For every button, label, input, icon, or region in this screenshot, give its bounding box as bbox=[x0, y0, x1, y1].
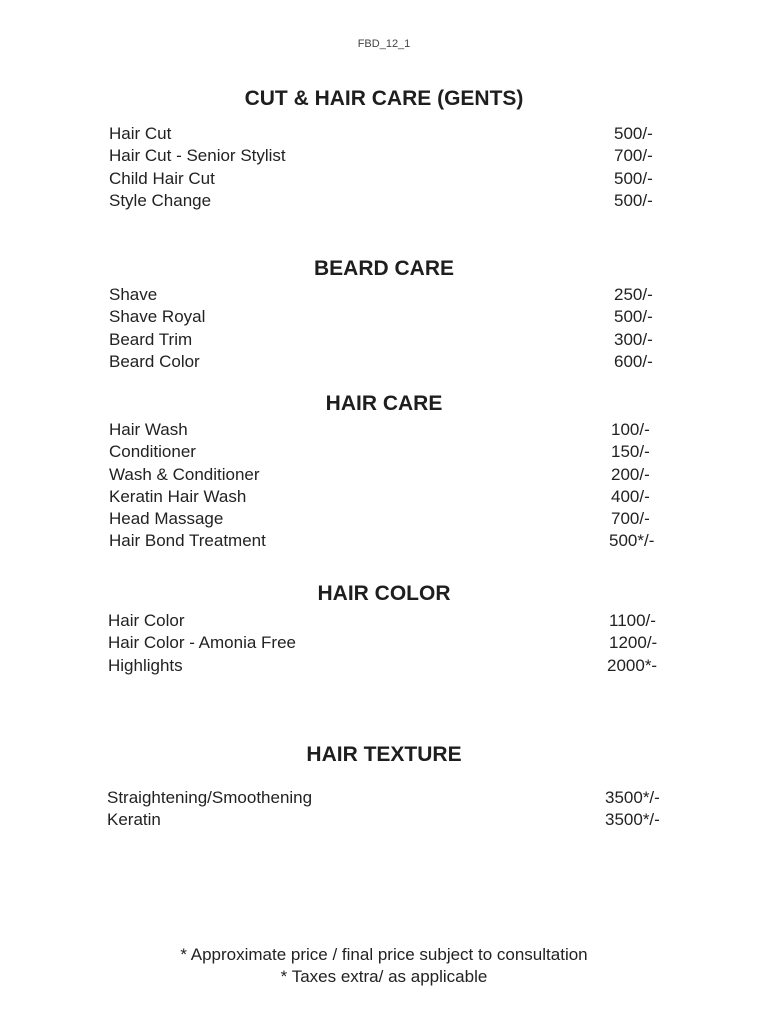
list-item bbox=[0, 145, 768, 167]
service-price: 500/- bbox=[614, 124, 653, 143]
list-item bbox=[0, 508, 768, 530]
footer-notes bbox=[0, 944, 768, 988]
section-hair-care bbox=[0, 391, 768, 553]
list-item bbox=[0, 441, 768, 463]
section-title: HAIR CARE bbox=[325, 392, 443, 415]
service-price: 500/- bbox=[614, 190, 653, 210]
service-name: Beard Color bbox=[109, 351, 200, 371]
price-list bbox=[0, 123, 768, 212]
service-price: 150/- bbox=[611, 442, 650, 462]
section-title: HAIR COLOR bbox=[317, 582, 451, 605]
section-beard-care bbox=[0, 256, 768, 373]
list-item bbox=[0, 329, 768, 351]
section-title: HAIR TEXTURE bbox=[306, 743, 462, 766]
price-list bbox=[0, 787, 768, 832]
service-name: Straightening/Smoothening bbox=[107, 788, 313, 807]
service-price: 500/- bbox=[614, 307, 653, 327]
service-price: 400/- bbox=[611, 486, 650, 506]
service-price: 500*/- bbox=[609, 531, 655, 551]
service-name: Shave bbox=[109, 285, 158, 304]
list-item bbox=[0, 306, 768, 328]
list-item bbox=[0, 787, 768, 809]
service-name: Child Hair Cut bbox=[109, 168, 215, 188]
service-name: Style Change bbox=[109, 190, 212, 210]
price-list bbox=[0, 610, 768, 677]
service-name: Shave Royal bbox=[109, 307, 206, 327]
service-price: 300/- bbox=[614, 329, 653, 349]
service-name: Conditioner bbox=[109, 442, 196, 462]
service-price: 500/- bbox=[614, 168, 653, 188]
service-price: 1200/- bbox=[609, 633, 658, 653]
list-item bbox=[0, 809, 768, 831]
service-price: 1100/- bbox=[609, 611, 656, 630]
section-cut-hair-care-gents bbox=[0, 86, 768, 212]
list-item bbox=[0, 190, 768, 212]
service-name: Highlights bbox=[108, 655, 183, 675]
list-item bbox=[0, 632, 768, 654]
service-price: 200/- bbox=[611, 464, 650, 484]
list-item bbox=[0, 351, 768, 373]
section-hair-texture bbox=[0, 742, 768, 832]
service-name: Hair Cut bbox=[109, 124, 172, 143]
list-item bbox=[0, 419, 768, 441]
service-price: 250/- bbox=[614, 285, 653, 304]
section-title: BEARD CARE bbox=[313, 257, 454, 280]
list-item bbox=[0, 284, 768, 306]
service-name: Hair Wash bbox=[109, 420, 188, 439]
footer-note-approximate-price: * Approximate price / final price subject to consultation bbox=[180, 945, 588, 964]
list-item bbox=[0, 464, 768, 486]
price-list bbox=[0, 284, 768, 373]
price-list bbox=[0, 419, 768, 553]
service-name: Wash & Conditioner bbox=[109, 464, 260, 484]
footer-note-taxes: * Taxes extra/ as applicable bbox=[280, 967, 488, 986]
service-price: 600/- bbox=[614, 351, 653, 371]
service-price: 2000*- bbox=[607, 655, 658, 675]
list-item bbox=[0, 610, 768, 632]
section-title: CUT & HAIR CARE (GENTS) bbox=[244, 87, 524, 110]
service-name: Beard Trim bbox=[109, 329, 193, 349]
service-name: Hair Cut - Senior Stylist bbox=[109, 146, 286, 166]
service-price: 100/- bbox=[611, 420, 650, 439]
service-name: Hair Color bbox=[108, 611, 185, 630]
service-price: 3500*/- bbox=[605, 788, 660, 807]
list-item bbox=[0, 530, 768, 552]
service-price: 3500*/- bbox=[605, 810, 660, 830]
list-item bbox=[0, 168, 768, 190]
list-item bbox=[0, 486, 768, 508]
service-name: Keratin bbox=[107, 810, 161, 830]
list-item bbox=[0, 123, 768, 145]
section-hair-color bbox=[0, 581, 768, 677]
service-name: Hair Bond Treatment bbox=[109, 531, 266, 551]
service-price: 700/- bbox=[614, 146, 653, 166]
document-code: FBD_12_1 bbox=[357, 38, 411, 50]
service-price: 700/- bbox=[611, 509, 650, 529]
service-name: Keratin Hair Wash bbox=[109, 486, 247, 506]
service-name: Head Massage bbox=[109, 509, 224, 529]
list-item bbox=[0, 655, 768, 677]
service-name: Hair Color - Amonia Free bbox=[108, 633, 297, 653]
